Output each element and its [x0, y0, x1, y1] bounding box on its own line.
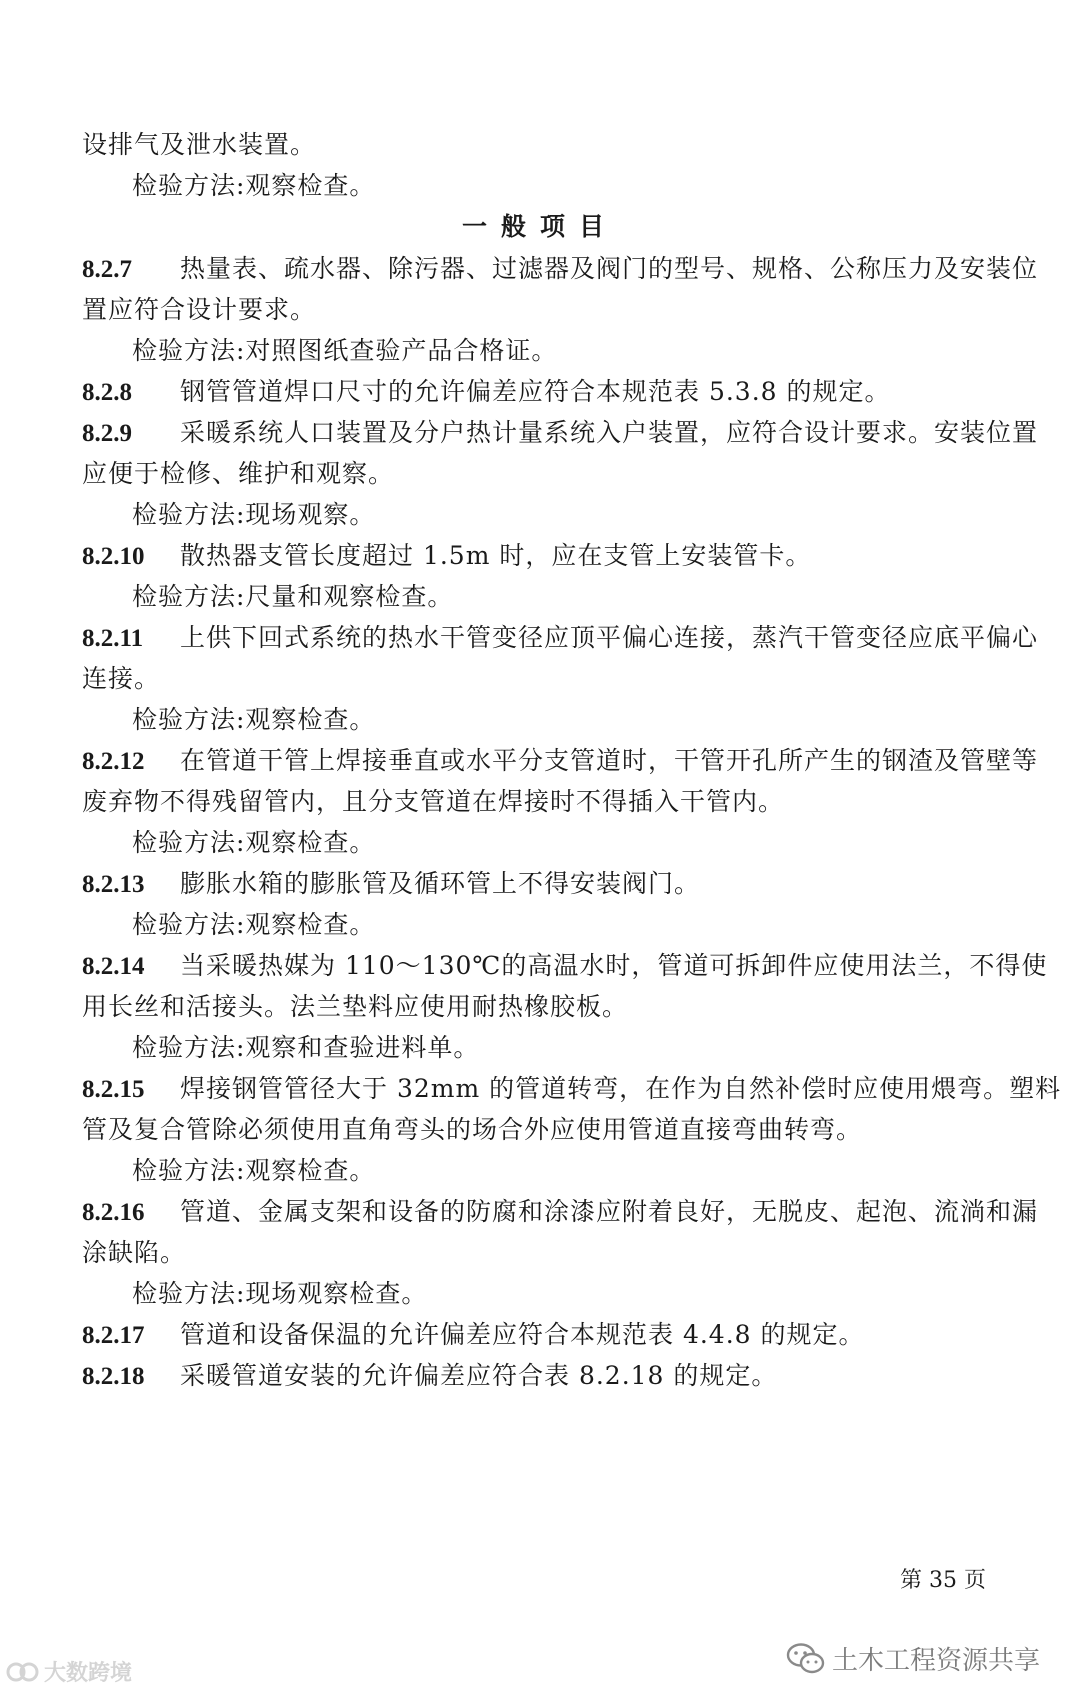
inspection-method [132, 498, 375, 532]
inspection-method [132, 1031, 479, 1065]
line-text: 检验方法:现场观察检查。 [132, 1279, 428, 1308]
line-text: 检验方法:观察检查。 [132, 171, 376, 200]
clause-text: 焊接钢管管径大于 32mm 的管道转弯，在作为自然补偿时应使用煨弯。塑料 [180, 1074, 1062, 1103]
inspection-method [132, 169, 375, 203]
line-text: 检验方法:观察检查。 [132, 828, 376, 857]
watermark-left-text: 大数跨境 [44, 1661, 133, 1686]
line-text: 检验方法:观察检查。 [132, 1156, 376, 1185]
clause-number: 8.2.10 [82, 543, 145, 570]
page-number: 第 35 页 [900, 1568, 986, 1593]
clause-number: 8.2.9 [82, 420, 132, 447]
line-text: 检验方法:观察和查验进料单。 [132, 1033, 480, 1062]
text-line [82, 990, 628, 1024]
clause-8-2-17 [82, 1318, 865, 1353]
clause-8-2-12 [82, 744, 1038, 779]
clause-text: 钢管管道焊口尺寸的允许偏差应符合本规范表 5.3.8 的规定。 [180, 377, 891, 406]
clause-8-2-13 [82, 867, 700, 902]
clause-number: 8.2.11 [82, 625, 144, 652]
text-line [82, 1113, 862, 1147]
line-text: 检验方法:观察检查。 [132, 705, 376, 734]
clause-text: 采暖系统人口装置及分户热计量系统入户装置，应符合设计要求。安装位置 [180, 418, 1039, 447]
watermark-left [6, 1656, 132, 1687]
watermark-right-text: 土木工程资源共享 [832, 1646, 1041, 1676]
line-text: 用长丝和活接头。法兰垫料应使用耐热橡胶板。 [82, 992, 629, 1021]
clause-number: 8.2.17 [82, 1322, 145, 1349]
line-text: 连接。 [82, 664, 161, 693]
text-line [82, 1236, 186, 1270]
clause-text: 热量表、疏水器、除污器、过滤器及阀门的型号、规格、公称压力及安装位 [180, 254, 1039, 283]
clause-8-2-11 [82, 621, 1038, 656]
line-text: 检验方法:现场观察。 [132, 500, 376, 529]
line-text: 检验方法:尺量和观察检查。 [132, 582, 454, 611]
clause-number: 8.2.16 [82, 1199, 145, 1226]
clause-number: 8.2.8 [82, 379, 132, 406]
logo-icon [6, 1660, 40, 1684]
clause-text: 当采暖热媒为 110～130℃的高温水时，管道可拆卸件应使用法兰，不得使 [180, 951, 1048, 980]
line-text: 检验方法:观察检查。 [132, 910, 376, 939]
section-heading-text: 一般项目 [461, 212, 618, 241]
line-text: 涂缺陷。 [82, 1238, 187, 1267]
clause-text: 采暖管道安装的允许偏差应符合表 8.2.18 的规定。 [180, 1361, 778, 1390]
clause-8-2-10 [82, 539, 811, 574]
clause-text: 管道和设备保温的允许偏差应符合本规范表 4.4.8 的规定。 [180, 1320, 865, 1349]
clause-8-2-16 [82, 1195, 1038, 1230]
clause-text: 上供下回式系统的热水干管变径应顶平偏心连接，蒸汽干管变径应底平偏心 [180, 623, 1039, 652]
inspection-method [132, 703, 375, 737]
inspection-method [132, 334, 557, 368]
clause-number: 8.2.13 [82, 871, 145, 898]
clause-8-2-15 [82, 1072, 1061, 1107]
clause-text: 散热器支管长度超过 1.5m 时，应在支管上安装管卡。 [180, 541, 812, 570]
watermark-right [786, 1640, 1040, 1677]
clause-number: 8.2.14 [82, 953, 145, 980]
inspection-method [132, 1277, 427, 1311]
clause-8-2-9 [82, 416, 1038, 451]
clause-8-2-7 [82, 252, 1038, 287]
clause-number: 8.2.18 [82, 1363, 145, 1390]
line-text: 应便于检修、维护和观察。 [82, 459, 395, 488]
section-heading [0, 210, 1080, 244]
clause-8-2-18 [82, 1359, 777, 1394]
text-line [82, 662, 160, 696]
clause-text: 在管道干管上焊接垂直或水平分支管道时，干管开孔所产生的钢渣及管壁等 [180, 746, 1039, 775]
line-text: 置应符合设计要求。 [82, 295, 317, 324]
text-line [82, 785, 784, 819]
clause-number: 8.2.15 [82, 1076, 145, 1103]
line-text: 设排气及泄水装置。 [82, 130, 317, 159]
inspection-method [132, 826, 375, 860]
clause-number: 8.2.7 [82, 256, 132, 283]
text-line [82, 128, 316, 162]
clause-number: 8.2.12 [82, 748, 145, 775]
text-line [82, 457, 394, 491]
line-text: 检验方法:对照图纸查验产品合格证。 [132, 336, 558, 365]
clause-8-2-14 [82, 949, 1047, 984]
clause-text: 管道、金属支架和设备的防腐和涂漆应附着良好，无脱皮、起泡、流淌和漏 [180, 1197, 1039, 1226]
inspection-method [132, 580, 453, 614]
inspection-method [132, 1154, 375, 1188]
text-line [82, 293, 316, 327]
wechat-icon [786, 1642, 826, 1676]
line-text: 管及复合管除必须使用直角弯头的场合外应使用管道直接弯曲转弯。 [82, 1115, 863, 1144]
line-text: 废弃物不得残留管内，且分支管道在焊接时不得插入干管内。 [82, 787, 785, 816]
clause-text: 膨胀水箱的膨胀管及循环管上不得安装阀门。 [180, 869, 701, 898]
clause-8-2-8 [82, 375, 891, 410]
inspection-method [132, 908, 375, 942]
